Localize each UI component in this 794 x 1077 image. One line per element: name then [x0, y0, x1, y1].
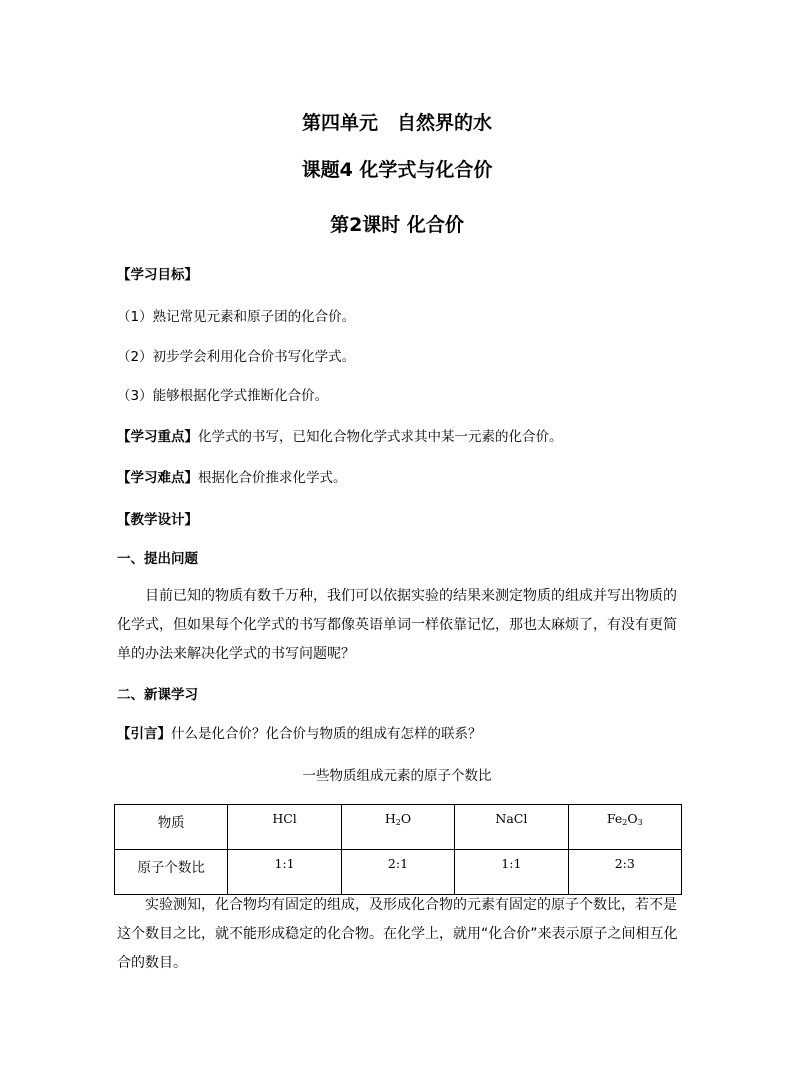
intro-label: 【引言】 [117, 726, 171, 742]
difficulty [117, 466, 347, 486]
intro [117, 722, 482, 742]
atom-ratio-table [114, 804, 682, 895]
key-point [117, 425, 563, 445]
formula-cell: NaCl [455, 805, 568, 850]
formula-cell: $H_2O$ [341, 805, 454, 850]
table-caption: 一些物质组成元素的原子个数比 [302, 768, 492, 784]
formula-cell: HCl [228, 805, 341, 850]
closing-paragraph: 实验测知，化合物均有固定的组成，及形成化合物的元素有固定的原子个数比，若不是这个数目之比，就不能形成稳定的化合物。在化学上，就用“化合价”来表示原子之间相互化合的数目。 [117, 897, 678, 971]
difficulty-text: 根据化合价推求化学式。 [198, 470, 347, 486]
table-header-label: 物质 [115, 805, 228, 850]
unit-title: 第四单元 自然界的水 [301, 112, 492, 134]
intro-text: 什么是化合价？化合价与物质的组成有怎样的联系？ [171, 726, 482, 742]
table-row-label: 原子个数比 [115, 850, 228, 895]
section1-heading: 一、提出问题 [117, 551, 198, 567]
ratio-cell: 1:1 [455, 850, 568, 895]
table-header-row [115, 805, 682, 850]
section2-heading: 二、新课学习 [117, 687, 198, 703]
objective-item: （2）初步学会利用化合价书写化学式。 [117, 349, 356, 365]
design-heading: 【教学设计】 [117, 512, 198, 528]
table-row [115, 850, 682, 895]
key-point-label: 【学习重点】 [117, 429, 198, 445]
key-point-text: 化学式的书写，已知化合物化学式求其中某一元素的化合价。 [198, 429, 563, 445]
difficulty-label: 【学习难点】 [117, 470, 198, 486]
objective-item: （1）熟记常见元素和原子团的化合价。 [117, 309, 356, 325]
formula-cell: $Fe_2O_3$ [568, 805, 681, 850]
section1-paragraph: 目前已知的物质有数千万种，我们可以依据实验的结果来测定物质的组成并写出物质的化学式，但如果每个化学式的书写都像英语单词一样依靠记忆，那也太麻烦了，有没有更简单的办法来解决化学式的书写问题呢？ [117, 588, 677, 662]
ratio-cell: 1:1 [228, 850, 341, 895]
period-title: 第2课时 化合价 [330, 214, 464, 236]
objectives-heading: 【学习目标】 [117, 267, 198, 283]
lesson-title: 课题4 化学式与化合价 [301, 159, 493, 181]
objective-item: （3）能够根据化学式推断化合价。 [117, 388, 329, 404]
ratio-cell: 2:1 [341, 850, 454, 895]
ratio-cell: 2:3 [568, 850, 681, 895]
